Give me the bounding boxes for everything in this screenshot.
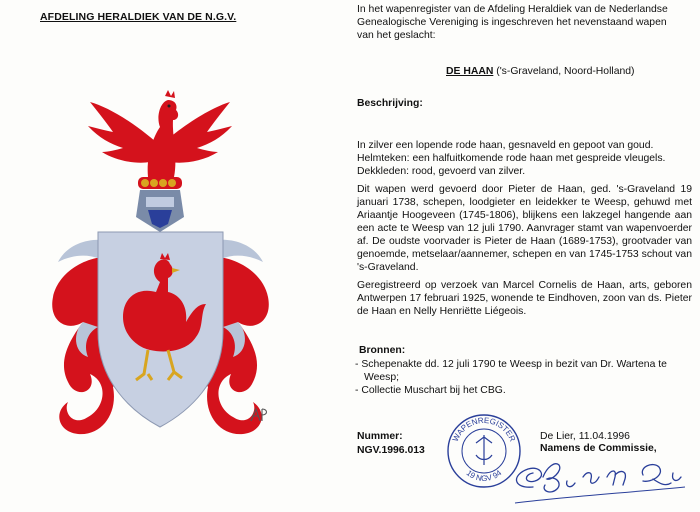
intro-text <box>357 3 692 42</box>
blazon-line: Helmteken: een halfuitkomende rode haan met gespreide vleugels. <box>357 153 666 164</box>
signoff-place <box>540 431 630 442</box>
artist-monogram <box>248 406 272 424</box>
family-surname: DE HAAN <box>446 66 494 77</box>
intro-line: In het wapenregister van de Afdeling Heraldiek van de Nederlandse <box>357 4 668 15</box>
family-name <box>446 66 635 77</box>
intro-line: Genealogische Vereniging is ingeschreven het nevenstaand wapen <box>357 17 667 28</box>
blazon-line: Dekkleden: rood, gevoerd van zilver. <box>357 166 526 177</box>
svg-text:19 NGV 94 <box>465 468 504 483</box>
intro-line: van het geslacht: <box>357 30 436 41</box>
signoff-date: 11.04.1996 <box>578 431 630 442</box>
source-item-continued: Weesp; <box>364 371 400 383</box>
number-value: NGV.1996.013 <box>357 445 425 456</box>
registration-paragraph: Geregistreerd op verzoek van Marcel Cornelis de Haan, arts, geboren Antwerpen 17 februari 1925, wonende te Eindhoven, zoon van ds. Pieter de Haan en Nelly Henriëtte Liégeois. <box>357 280 692 317</box>
blazon <box>357 139 692 178</box>
seal-top-text: WAPENREGISTER <box>450 415 518 444</box>
blazon-line: In zilver een lopende rode haan, gesnaveld en gepoot van goud. <box>357 140 654 151</box>
source-item: - Collectie Muschart bij het CBG. <box>355 384 506 396</box>
source-item: - Schepenakte dd. 12 juli 1790 te Weesp in bezit van Dr. Wartena te <box>355 359 667 370</box>
sources-list <box>355 359 695 397</box>
crest-rooster <box>88 90 232 177</box>
coat-of-arms <box>28 82 292 442</box>
department-header: AFDELING HERALDIEK VAN DE N.G.V. <box>40 11 237 23</box>
torse <box>138 177 182 189</box>
description-heading: Beschrijving: <box>357 98 423 109</box>
number-label: Nummer: <box>357 431 403 442</box>
signoff-city: De Lier, <box>540 431 576 442</box>
family-place: ('s-Graveland, Noord-Holland) <box>493 66 635 77</box>
helmet <box>136 190 184 232</box>
history-paragraph: Dit wapen werd gevoerd door Pieter de Haan, ged. 's-Graveland 19 januari 1738, schepen, loodgieter en leidekker te Weesp, gehuwd met Ariaantje Hoogeveen (1745-1806), blijkens een lakzegel hangende aan een acte te Weesp van 12 juli 1790. Aanvrager stamt van wapenvoerder af. De oudste voorvader is Pieter de Haan (1689-1753), grootvader van genoemde, metselaar/aannemer, schepen en van 1745-1753 schout van 's-Graveland. <box>357 184 692 273</box>
signoff-committee: Namens de Commissie, <box>540 443 657 454</box>
handwritten-signature <box>503 447 693 509</box>
sources-heading: Bronnen: <box>359 345 406 356</box>
seal-bottom-text: 19 NGV 94 <box>464 468 504 484</box>
